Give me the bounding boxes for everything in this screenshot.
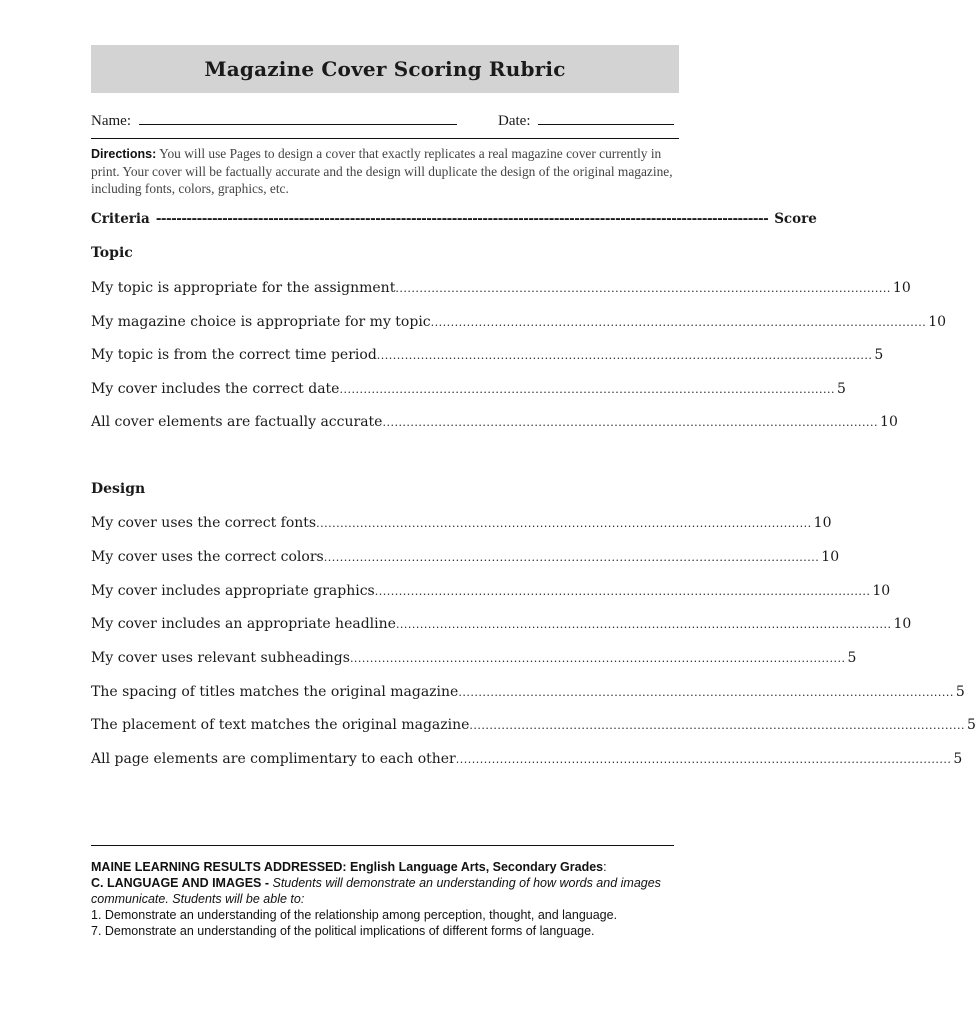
rubric-item <box>91 346 884 363</box>
footer-heading-colon: : <box>603 860 607 874</box>
date-field <box>498 110 674 130</box>
standard-title: C. LANGUAGE AND IMAGES - <box>91 876 270 890</box>
leader-dots: ............................................................................................................................ <box>458 686 954 699</box>
item-points: 5 <box>874 347 884 363</box>
leader-dots: ............................................................................................................................ <box>376 349 873 362</box>
learning-results-footer <box>91 859 691 939</box>
rubric-item <box>91 649 857 666</box>
rubric-item <box>91 313 947 330</box>
item-points: 5 <box>955 684 965 700</box>
leader-dots: ............................................................................................................................ <box>339 383 836 396</box>
footer-item-7: 7. Demonstrate an understanding of the political implications of different forms of language. <box>91 924 595 938</box>
footer-item-1: 1. Demonstrate an understanding of the relationship among perception, thought, and language. <box>91 908 618 922</box>
leader-dots: ............................................................................................................................ <box>395 282 891 295</box>
item-label: My cover includes appropriate graphics <box>91 583 375 599</box>
item-label: My topic is from the correct time period <box>91 347 377 363</box>
rubric-item <box>91 750 963 767</box>
item-points: 10 <box>893 616 912 632</box>
item-points: 10 <box>872 583 891 599</box>
directions-label: Directions: <box>91 147 157 161</box>
leader-dots: ............................................................................................................................ <box>455 753 952 766</box>
title-bar <box>91 45 679 93</box>
section-heading-topic: Topic <box>91 245 133 261</box>
rubric-item <box>91 514 832 531</box>
leader-dots: ............................................................................................................................ <box>430 316 927 329</box>
item-label: My cover uses the correct colors <box>91 549 324 565</box>
directions-text: You will use Pages to design a cover that exactly replicates a real magazine cover currently in print. Your cover will be factually accurate and the design will duplicate the design of the original magazine, including fonts, colors, graphics, etc. <box>91 146 673 196</box>
date-line[interactable] <box>538 110 674 125</box>
rubric-item <box>91 279 911 296</box>
leader-dots: ............................................................................................................................ <box>349 652 846 665</box>
rubric-item <box>91 413 898 430</box>
rubric-item <box>91 716 976 733</box>
item-points: 5 <box>967 717 976 733</box>
item-label: My cover includes an appropriate headline <box>91 616 396 632</box>
rubric-item <box>91 582 891 599</box>
item-label: The placement of text matches the original magazine <box>91 717 470 733</box>
item-label: My cover uses relevant subheadings <box>91 650 350 666</box>
item-points: 5 <box>847 650 857 666</box>
leader-dots: ............................................................................................................................ <box>323 551 820 564</box>
footer-divider <box>91 845 674 846</box>
item-points: 10 <box>821 549 840 565</box>
footer-heading-text: MAINE LEARNING RESULTS ADDRESSED: English Language Arts, Secondary Grades <box>91 860 604 874</box>
leader-dots: ............................................................................................................................ <box>469 719 965 732</box>
item-points: 5 <box>953 751 963 767</box>
item-label: All cover elements are factually accurate <box>91 414 383 430</box>
item-points: 10 <box>813 515 832 531</box>
item-label: The spacing of titles matches the original magazine <box>91 684 459 700</box>
item-label: My magazine choice is appropriate for my topic <box>91 314 431 330</box>
criteria-dashes: ------------------------------------------------------------------------------------------------------------------------ <box>155 211 769 227</box>
leader-dots: ............................................................................................................................ <box>374 585 871 598</box>
section-heading-design: Design <box>91 481 146 497</box>
rubric-item <box>91 615 912 632</box>
leader-dots: ............................................................................................................................ <box>395 618 892 631</box>
name-line[interactable] <box>139 110 457 125</box>
item-label: My topic is appropriate for the assignment <box>91 280 396 296</box>
footer-heading <box>91 859 691 875</box>
item-points: 10 <box>892 280 911 296</box>
criteria-header <box>91 211 817 227</box>
item-label: My cover uses the correct fonts <box>91 515 317 531</box>
footer-standard <box>91 875 691 907</box>
header-divider <box>91 138 679 139</box>
item-points: 5 <box>837 381 846 397</box>
leader-dots: ............................................................................................................................ <box>382 416 879 429</box>
standard-description: Students will demonstrate an understanding of how words and images communicate. Students will be able to: <box>91 876 661 906</box>
page-title: Magazine Cover Scoring Rubric <box>204 57 566 81</box>
item-label: All page elements are complimentary to each other <box>91 751 456 767</box>
rubric-item <box>91 380 846 397</box>
criteria-label: Criteria <box>91 211 150 227</box>
leader-dots: ............................................................................................................................ <box>316 517 812 530</box>
item-points: 10 <box>928 314 947 330</box>
item-label: My cover includes the correct date <box>91 381 340 397</box>
name-field <box>91 110 457 130</box>
directions <box>91 145 681 197</box>
rubric-item <box>91 683 965 700</box>
rubric-item <box>91 548 840 565</box>
score-label: Score <box>774 211 817 227</box>
item-points: 10 <box>880 414 898 430</box>
name-label: Name: <box>91 113 131 129</box>
date-label: Date: <box>498 113 531 129</box>
